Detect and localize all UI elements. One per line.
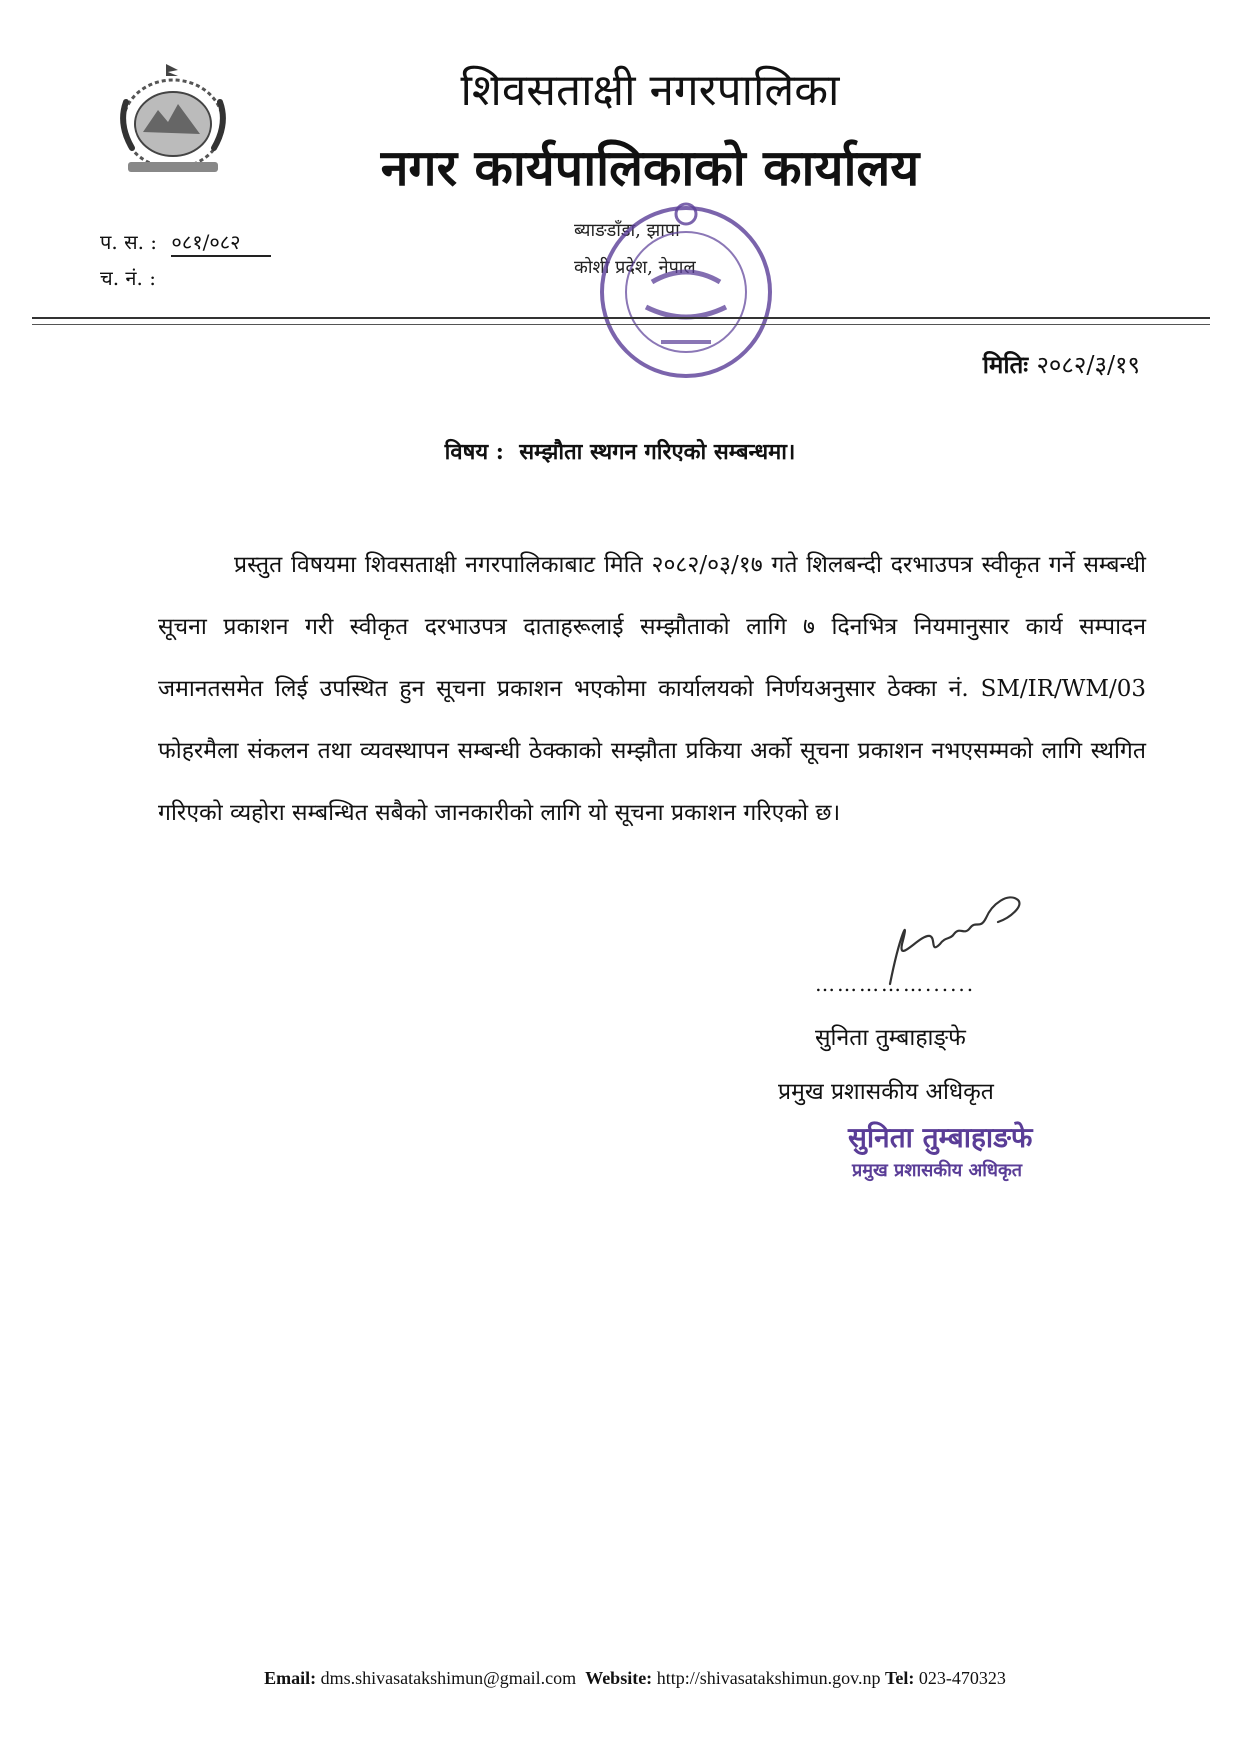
header-rule-secondary — [32, 324, 1210, 325]
reference-value: ०८१/०८२ — [171, 228, 271, 257]
subject-label: विषय : — [444, 439, 504, 465]
body-paragraph: प्रस्तुत विषयमा शिवसताक्षी नगरपालिकाबाट मिति २०८२/०३/१७ गते शिलबन्दी दरभाउपत्र स्वीकृत गर्ने सम्बन्धी सूचना प्रकाशन गरी स्वीकृत दरभाउपत्र दाताहरूलाई सम्झौताको लागि ७ दिनभित्र नियमानुसार कार्य सम्पादन जमानतसमेत लिई उपस्थित हुन सूचना प्रकाशन भएकोमा कार्यालयको निर्णयअनुसार ठेक्का नं. SM/IR/WM/03 फोहरमैला संकलन तथा व्यवस्थापन सम्बन्धी ठेक्काको सम्झौता प्रकिया अर्को सूचना प्रकाशन नभएसम्मको लागि स्थगित गरिएको व्यहोरा सम्बन्धित सबैको जानकारीको लागि यो सूचना प्रकाशन गरिएको छ। — [158, 552, 1146, 826]
footer-contact — [0, 1668, 1240, 1689]
title-stamp: प्रमुख प्रशासकीय अधिकृत — [852, 1160, 1023, 1181]
subject-line — [0, 436, 1240, 466]
email-label: Email: — [264, 1668, 317, 1688]
date-line — [983, 348, 1140, 381]
signature-dots: ……………...... — [815, 972, 976, 996]
name-stamp: सुनिता तुम्बाहाङफे — [848, 1121, 1033, 1154]
address-line-1: ब्याङडाँडा, झापा — [574, 220, 680, 241]
date-value: २०८२/३/१९ — [1036, 351, 1140, 379]
signatory-name: सुनिता तुम्बाहाङ्फे — [815, 1025, 966, 1051]
reference-label: प. स. : — [100, 230, 158, 254]
date-label: मितिः — [982, 350, 1029, 379]
office-name: नगर कार्यपालिकाको कार्यालय — [380, 138, 920, 197]
website-label: Website: — [585, 1668, 653, 1688]
subject-text: सम्झौता स्थगन गरिएको सम्बन्धमा। — [519, 439, 796, 465]
address-line-2: कोशी प्रदेश, नेपाल — [574, 257, 696, 278]
office-stamp-icon — [586, 192, 786, 392]
header-rule — [32, 317, 1210, 319]
organization-name: शिवसताक्षी नगरपालिका — [460, 65, 840, 116]
tel-label: Tel: — [885, 1668, 915, 1688]
dispatch-label: च. नं. : — [100, 266, 156, 290]
dispatch-number-row — [100, 264, 156, 291]
website-link[interactable]: http://shivasatakshimun.gov.np — [656, 1668, 881, 1688]
tel-number: 023-470323 — [918, 1668, 1006, 1688]
signatory-title: प्रमुख प्रशासकीय अधिकृत — [778, 1079, 994, 1105]
reference-number-row — [100, 228, 271, 257]
email-link[interactable]: dms.shivasatakshimun@gmail.com — [320, 1668, 577, 1688]
